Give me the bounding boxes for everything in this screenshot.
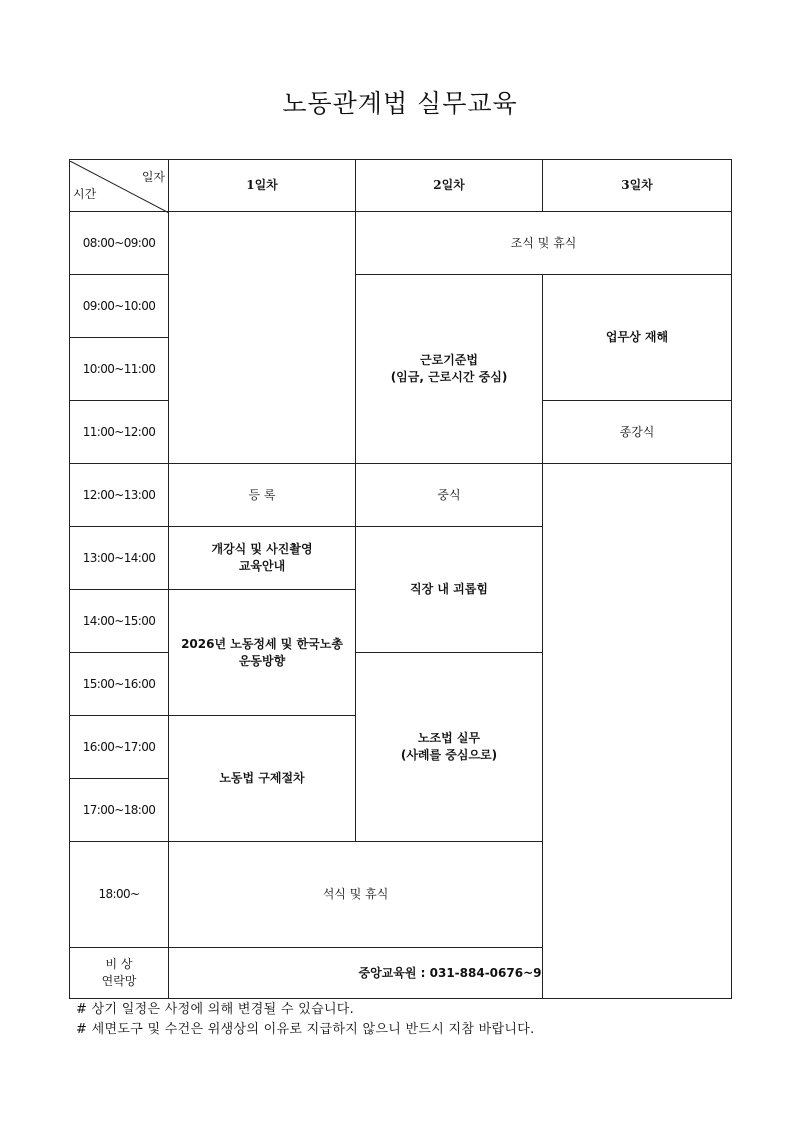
session-subtitle: (사례를 중심으로)	[400, 748, 498, 762]
labor-outlook-session	[169, 590, 356, 716]
day1-empty-block	[169, 212, 356, 464]
notes	[76, 1000, 535, 1040]
corner-time-label: 시간	[73, 186, 97, 201]
harassment-session: 직장 내 괴롭힘	[356, 527, 543, 653]
session-title: 근로기준법	[420, 353, 478, 367]
time-slot: 12:00~13:00	[70, 464, 169, 527]
union-law-session	[356, 653, 543, 842]
relief-procedure-session: 노동법 구제절차	[169, 716, 356, 842]
breakfast-cell: 조식 및 휴식	[356, 212, 732, 275]
opening-session	[169, 527, 356, 590]
session-title: 노조법 실무	[417, 731, 481, 745]
industrial-accident-session: 업무상 재해	[543, 275, 732, 401]
emergency-contact-label	[70, 948, 169, 999]
schedule-table	[69, 159, 732, 999]
time-slot: 14:00~15:00	[70, 590, 169, 653]
day3-empty-block	[543, 464, 732, 999]
session-subtitle: 운동방향	[238, 653, 286, 668]
day2-header: 2일차	[356, 160, 543, 212]
closing-ceremony-cell: 종강식	[543, 401, 732, 464]
session-title: 개강식 및 사진촬영	[211, 542, 313, 556]
note-line: # 세면도구 및 수건은 위생상의 이유로 지급하지 않으니 반드시 지참 바랍니다.	[76, 1022, 535, 1037]
time-slot: 16:00~17:00	[70, 716, 169, 779]
time-slot: 08:00~09:00	[70, 212, 169, 275]
corner-header-cell	[70, 160, 169, 212]
emergency-contact-value: 중앙교육원 : 031-884-0676~9	[169, 948, 732, 999]
lunch-cell: 중식	[356, 464, 543, 527]
day3-header: 3일차	[543, 160, 732, 212]
time-slot: 11:00~12:00	[70, 401, 169, 464]
dinner-cell: 석식 및 휴식	[169, 842, 543, 948]
time-slot: 09:00~10:00	[70, 275, 169, 338]
registration-cell: 등 록	[169, 464, 356, 527]
time-slot: 15:00~16:00	[70, 653, 169, 716]
session-subtitle: 교육안내	[238, 559, 286, 573]
session-subtitle: (임금, 근로시간 중심)	[390, 370, 508, 384]
contact-label-line: 연락망	[101, 974, 137, 988]
day1-header: 1일차	[169, 160, 356, 212]
note-line: # 상기 일정은 사정에 의해 변경될 수 있습니다.	[76, 1002, 355, 1017]
time-slot: 17:00~18:00	[70, 779, 169, 842]
labor-standards-session	[356, 275, 543, 464]
time-slot: 18:00~	[70, 842, 169, 948]
time-slot: 10:00~11:00	[70, 338, 169, 401]
time-slot: 13:00~14:00	[70, 527, 169, 590]
contact-label-line: 비 상	[105, 957, 133, 971]
session-title: 2026년 노동정세 및 한국노총	[181, 636, 343, 651]
corner-day-label: 일자	[141, 169, 165, 184]
page-title: 노동관계법 실무교육	[282, 89, 518, 118]
